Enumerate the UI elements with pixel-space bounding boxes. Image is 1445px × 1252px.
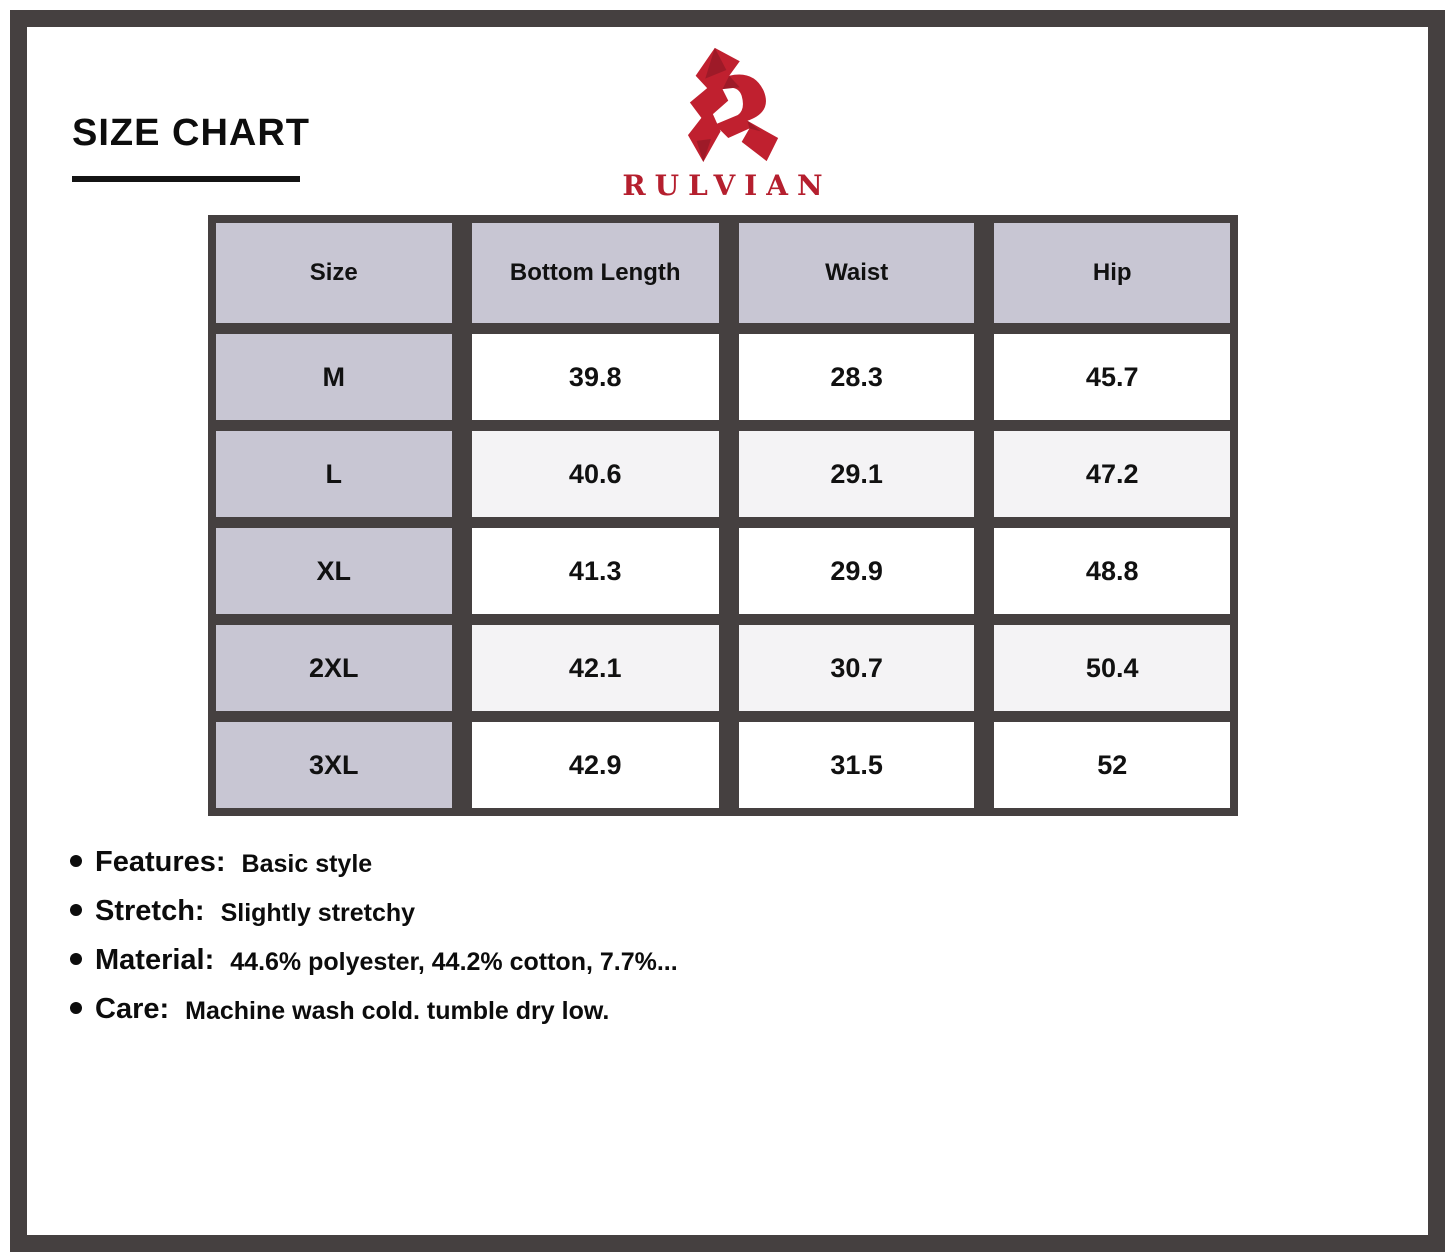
detail-item-care (70, 993, 678, 1026)
page-title: SIZE CHART (72, 112, 310, 154)
cell-waist: 30.7 (739, 625, 975, 711)
detail-value: 44.6% polyester, 44.2% cotton, 7.7%... (230, 947, 678, 976)
detail-label: Stretch: (95, 895, 205, 927)
size-row-label: M (216, 334, 452, 420)
cell-bottom-length: 41.3 (472, 528, 719, 614)
detail-value: Machine wash cold. tumble dry low. (185, 996, 610, 1025)
cell-bottom-length: 42.9 (472, 722, 719, 808)
bullet-icon (70, 855, 82, 867)
cell-hip: 45.7 (994, 334, 1230, 420)
brand-logo-icon (655, 45, 790, 163)
cell-waist: 29.9 (739, 528, 975, 614)
bullet-icon (70, 904, 82, 916)
detail-label: Material: (95, 944, 215, 976)
bullet-icon (70, 1002, 82, 1014)
cell-hip: 47.2 (994, 431, 1230, 517)
brand-block (573, 45, 873, 202)
detail-value: Slightly stretchy (220, 898, 416, 927)
details-list (70, 846, 678, 1042)
cell-bottom-length: 42.1 (472, 625, 719, 711)
detail-item-stretch (70, 895, 678, 928)
cell-bottom-length: 40.6 (472, 431, 719, 517)
header-cell-bottom-length: Bottom Length (472, 223, 719, 323)
size-row-label: L (216, 431, 452, 517)
header-cell-waist: Waist (739, 223, 975, 323)
cell-waist: 28.3 (739, 334, 975, 420)
size-row-label: 2XL (216, 625, 452, 711)
bullet-icon (70, 953, 82, 965)
detail-label: Care: (95, 993, 170, 1025)
title-underline (72, 176, 300, 182)
detail-item-material (70, 944, 678, 977)
cell-bottom-length: 39.8 (472, 334, 719, 420)
size-row-label: 3XL (216, 722, 452, 808)
cell-waist: 29.1 (739, 431, 975, 517)
cell-hip: 48.8 (994, 528, 1230, 614)
size-row-label: XL (216, 528, 452, 614)
cell-waist: 31.5 (739, 722, 975, 808)
cell-hip: 52 (994, 722, 1230, 808)
title-block (72, 114, 310, 182)
cell-hip: 50.4 (994, 625, 1230, 711)
detail-item-features (70, 846, 678, 879)
detail-value: Basic style (241, 849, 373, 878)
detail-label: Features: (95, 846, 226, 878)
brand-name: RULVIAN (622, 169, 832, 202)
size-chart-table (208, 215, 1238, 816)
header-cell-hip: Hip (994, 223, 1230, 323)
header-cell-size: Size (216, 223, 452, 323)
